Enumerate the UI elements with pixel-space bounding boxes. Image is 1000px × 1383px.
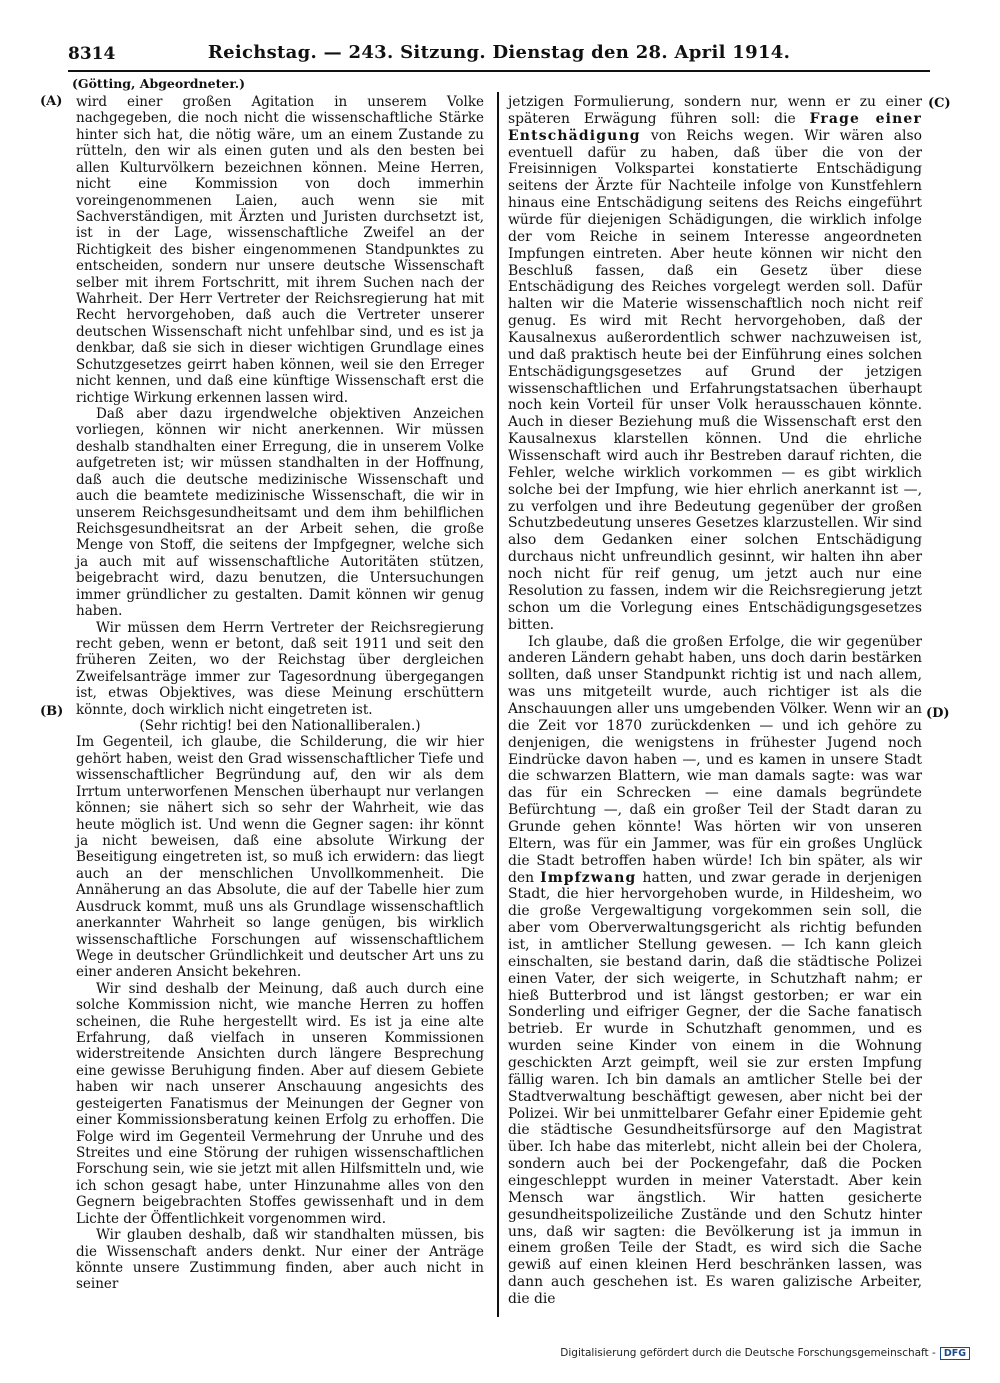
right-column [508,94,922,1308]
page-number: 8314 [68,44,116,64]
footer-credit [560,1347,970,1360]
emphasis-entschaedigung: Frage einer Entschädigung [508,110,922,144]
interjection: (Sehr richtig! bei den Nationalliberalen.) [139,718,421,735]
right-paragraph-2 [508,634,922,1308]
left-paragraph-6: Wir sind deshalb der Meinung, daß auch durch eine solche Kommission nicht, wie manche Herren zu hoffen scheinen, die Ruhe hergestellt wird. Es ist ja eine alte Erfahrung, daß vielfach in unseren Kommissionen widerstreitende Ansichten durch längere Besprechung eine gewisse Beruhigung finden. Aber auf diesem Gebiete haben wir nach unserer Anschauung angesichts des gesteigerten Fanatismus der Meinungen der Gegner von einer Kommissionsberatung keinen Erfolg zu erhoffen. Die Folge wird im Gegenteil Vermehrung der Unruhe und des Streites und eine Störung der ruhigen wissenschaftlichen Forschung sein, wie sie jetzt mit allen Hilfsmitteln und, wie ich schon gesagt habe, unter Hinzunahme alles von den Gegnern beigebrachten Stoffes gewissenhaft und in dem Lichte der Öffentlichkeit vorgenommen wird. [76,980,484,1227]
left-paragraph-3: Wir müssen dem Herrn Vertreter der Reichsregierung recht geben, wenn er betont, daß seit 1911 und seit den früheren Zeiten, wo der Reichstag über dergleichen Zweifelsanträge immer zur Tagesordnung übergegangen ist, etwas Objektives, was diese Meinung erschüttern könnte, doch wirklich nicht eingetreten ist. [76,619,484,718]
column-divider [497,92,499,1317]
header-rule [68,70,930,72]
right-paragraph-1 [508,94,922,634]
dfg-logo: DFG [940,1347,970,1360]
margin-mark-c: (C) [928,96,951,111]
left-paragraph-7: Wir glauben deshalb, daß wir standhalten müssen, bis die Wissenschaft anders denkt. Nur einer der Anträge könnte unsere Zustimmung finden, aber auch nicht in seiner [76,1227,484,1293]
left-paragraph-2: Daß aber dazu irgendwelche objektiven Anzeichen vorliegen, können wir nicht anerkennen. Wir müssen deshalb standhalten einer Erregung, die in unserem Volke aufgetreten ist; wir müssen standhalten in der Hoffnung, daß auch die deutsche medizinische Wissenschaft und auch die beamtete medizinische Wissenschaft, die wir in unserem Reichsgesundheitsamt und dem ihm behilflichen Reichsgesundheitsrat an der Arbeit sehen, die große Menge von Stoff, die seitens der Impfgegner, welche sich ja auch mit auf wissenschaftliche Autoritäten stützen, beigebracht wird, dazu benutzen, die Untersuchungen immer gründlicher zu gestalten. Damit können wir genug haben. [76,406,484,620]
footer-text: Digitalisierung gefördert durch die Deutsche Forschungsgemeinschaft - [560,1347,936,1359]
right-p2-text-b: hatten, und zwar gerade in derjenigen Stadt, die hier hervorgehoben wurde, in Hildesheim, wo die große Vergewaltigung vorgekommen sein soll, die aber vom Oberverwaltungsgericht als richtig befunden ist, in amtlicher Stellung gewesen. — Ich kann gleich einschalten, sie bestand darin, daß die städtische Polizei einen Vater, der sich weigerte, in Schutzhaft nahm; er hieß Butterbrod und ist längst gestorben; er war ein Sonderling und eifriger Gegner, der die Sache fanatisch betrieb. Er wurde in Schutzhaft genommen, und es wurden seine Kinder von einem in die Wohnung geschickten Arzt geimpft, weil sie zur ersten Impfung fällig waren. Ich bin damals an amtlicher Stelle bei der Stadtverwaltung beschäftigt gewesen, aber nicht bei der Polizei. Wir bei unmittelbarer Gefahr einer Epidemie geht die städtische Gesundheitsfürsorge auf den Magistrat über. Ich habe das miterlebt, nicht allein bei der Cholera, sondern auch bei der Pockengefahr, daß die Pocken eingeschleppt wurden in meiner Vaterstadt. Aber kein Mensch war ängstlich. Wir hatten gesicherte gesundheitspolizeiliche Zustände und den Schutz hinter uns, daß wir sagten: die Bevölkerung ist ja immun in einem großen Teile der Stadt, es wird sich die Sache gewiß auf einen kleinen Herd beschränken lassen, was dann auch geschehen ist. Es waren galizische Arbeiter, die die [508,869,922,1308]
margin-mark-a: (A) [40,94,63,109]
right-p1-text-a: jetzigen Formulierung, sondern nur, wenn er zu einer späteren Erwägung führen soll: die [508,94,922,127]
left-paragraph-1: wird einer großen Agitation in unserem Volke nachgegeben, die noch nicht die wissenschaftliche Stärke hinter sich hat, die nötig wäre, um an einem Zustande zu rütteln, den wir als einen guten und als den besten bei allen Kulturvölkern bezeichnen können. Meine Herren, nicht eine Kommission von doch immerhin voreingenommenen Laien, auch wenn sie mit Sachverständigen, mit Ärzten und Juristen durchsetzt ist, ist in der Lage, wissenschaftliche Zweifel an der Richtigkeit des bisher eingenommenen Standpunktes zu entscheiden, sondern nur unsere deutsche Wissenschaft selber mit ihrem Fortschritt, mit ihrem Suchen nach der Wahrheit. Der Herr Vertreter der Reichsregierung hat mit Recht hervorgehoben, daß auch die Vertreter unserer deutschen Wissenschaft nicht unfehlbar sind, und es ist ja denkbar, daß sie sich in dieser wichtigen Grundlage eines Schutzgesetzes geirrt haben können, weil sie den Erreger nicht kennen, und daß eine künftige Wissenschaft erst die richtige Wirkung erkennen lassen wird. [76,94,484,406]
left-paragraph-5: Im Gegenteil, ich glaube, die Schilderung, die wir hier gehört haben, weist den Grad wissenschaftlicher Tiefe und wissenschaftlicher Begründung auf, den wir als dem Irrtum unterworfenen Menschen überhaupt nur verlangen können; sie nähert sich so sehr der Wahrheit, wie das heute möglich ist. Und wenn die Gegner sagen: ihr könnt ja nicht beweisen, daß eine absolute Wirkung der Beseitigung eingetreten ist, so muß ich erwidern: das liegt auch an der menschlichen Unvollkommenheit. Die Annäherung an das Absolute, die auf der Tabelle hier zum Ausdruck kommt, muß uns als Grundlage wissenschaftlich anerkannter Wahrheit so lange genügen, bis wirklich wissenschaftliche Forschungen auf wissenschaftlichem Wege in deutscher Gründlichkeit und deutscher Art uns zu einer anderen Ansicht bekehren. [76,734,484,981]
margin-mark-d: (D) [926,706,950,721]
right-p2-text-a: Ich glaube, daß die großen Erfolge, die wir gegenüber anderen Ländern gehabt haben, uns doch darin bestärken sollten, daß unser Standpunkt richtig ist und nach allem, was uns mitgeteilt wurde, auch richtiger ist als die Anschauungen aller uns umgebenden Völker. Wenn wir an die Zeit vor 1870 zurückdenken — und ich gehöre zu denjenigen, die wenigstens in frühester Jugend noch Eindrücke davon haben —, und es kamen in unsere Stadt die schwarzen Blattern, wie man damals sagte: was war das für ein Schrecken — eine damals begründete Befürchtung —, daß ein großer Teil der Stadt daran zu Grunde gehen könnte! Was hörten wir von unseren Eltern, was für ein Jammer, was für ein großes Unglück die Stadt betroffen haben würde! Ich bin später, als wir den [508,633,922,886]
emphasis-impfzwang: Impfzwang [540,869,637,886]
page-header [68,40,930,70]
right-p1-text-b: von Reichs wegen. Wir wären also eventuell dafür zu haben, daß über die von der Freisinnigen Volkspartei konstatierte Entschädigung seitens der Ärzte für Nachteile infolge von Kunstfehlern hinaus eine Entschädigung seitens des Reichs eingeführt würde für diejenigen Schädigungen, die wirklich infolge der vom Reiche in seinem Interesse angeordneten Impfungen eintreten. Aber heute können wir nicht den Beschluß fassen, daß ein Gesetz über diese Entschädigung des Reiches vorgelegt werden soll. Dafür halten wir die Materie wissenschaftlich noch nicht reif genug. Es wird mit Recht hervorgehoben, daß der Kausalnexus außerordentlich schwer nachzuweisen ist, und daß praktisch heute bei der Einführung eines solchen Entschädigungsgesetzes auf Grund der jetzigen wissenschaftlichen und Erfahrungstatsachen überhaupt noch kein Vorteil für unser Volk herausschauen könnte. Auch in dieser Beziehung muß die Wissenschaft erst den Kausalnexus klarstellen können. Und die ehrliche Wissenschaft wird auch ihr Bestreben darauf richten, die Fehler, welche wirklich vorkommen — es gibt wirklich solche bei der Impfung, wie hier ehrlich anerkannt ist —, zu verfolgen und ihre Bedeutung gegenüber der großen Schutzbedeutung unseres Gesetzes klarzustellen. Wir sind also dem Gedanken einer solchen Entschädigung durchaus nicht unfreundlich gesinnt, wir halten ihn aber noch nicht für reif genug, um jetzt auch nur eine Resolution zu fassen, indem wir die Reichsregierung jetzt schon um die Vorlegung eines Entschädigungsgesetzes bitten. [508,127,922,633]
page-title: Reichstag. — 243. Sitzung. Dienstag den 28. April 1914. [207,42,791,63]
margin-mark-b: (B) [40,704,64,719]
left-column [76,94,484,1293]
speaker-label: (Götting, Abgeordneter.) [72,76,246,91]
